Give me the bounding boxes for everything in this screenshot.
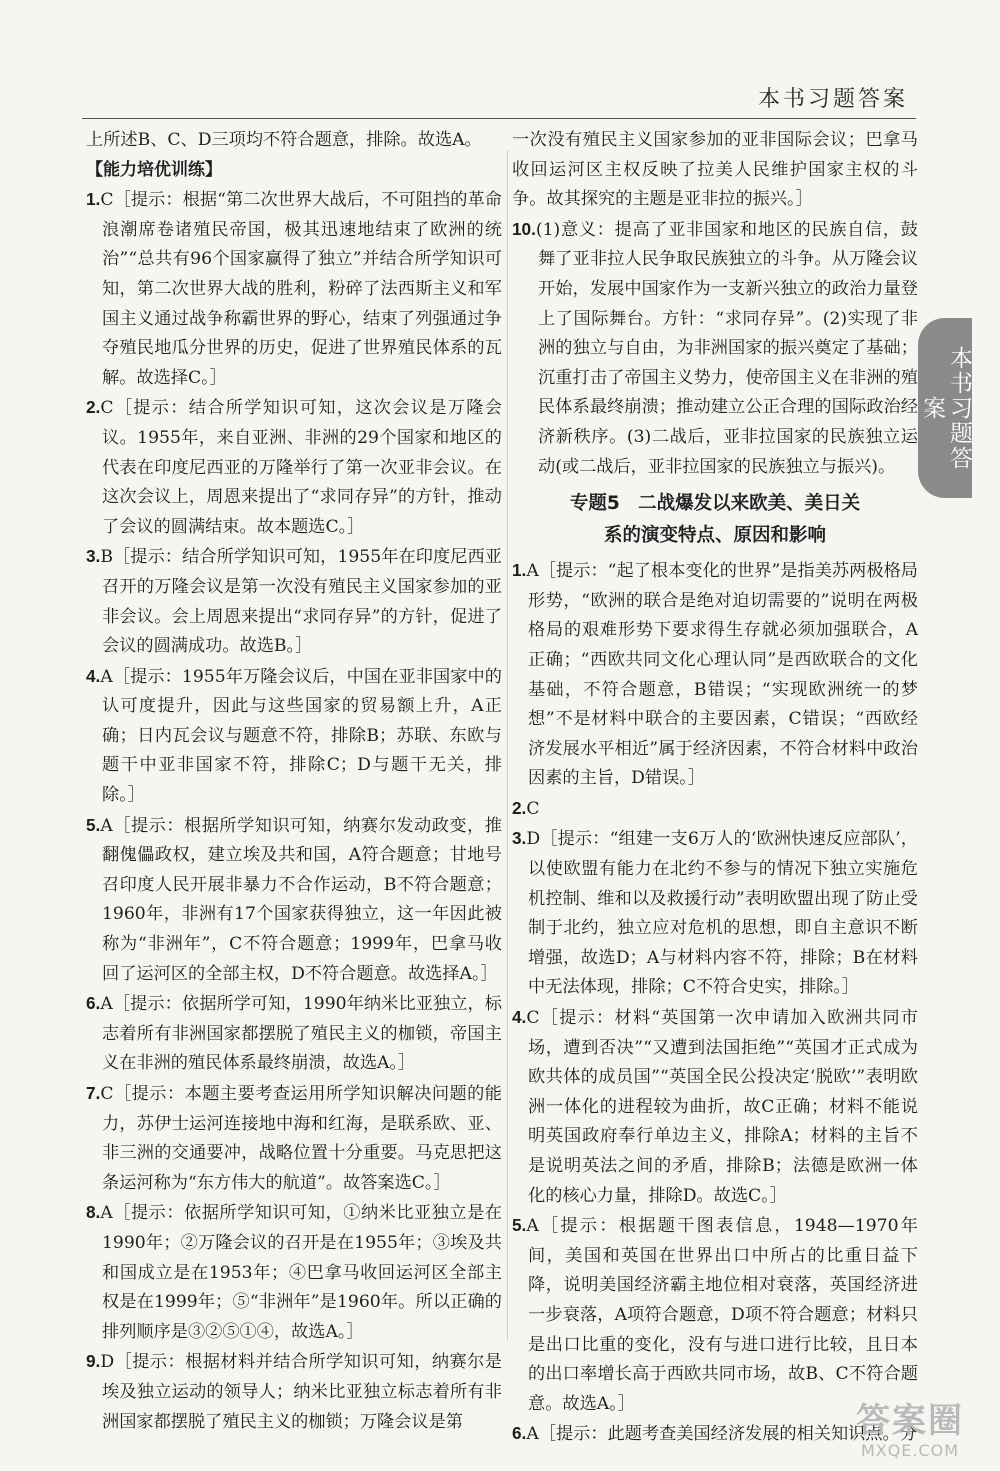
header-title: 本书习题答案 [757, 87, 908, 112]
answer-text: A［提示：依据所学知识可知，①纳米比亚独立是在1990年；②万隆会议的召开是在1955年；③埃及共和国成立是在1953年；④巴拿马收回运河区全部主权是在1999年；⑤“非洲年”是1960年。所以正确的排列顺序是③②⑤①④，故选A。］ [100, 1203, 502, 1342]
answer-text: D［提示：根据材料并结合所学知识可知，纳赛尔是埃及独立运动的领导人；纳米比亚独立标志着所有非洲国家都摆脱了殖民主义的枷锁；万隆会议是第 [100, 1352, 502, 1432]
answer-item-3 [86, 542, 502, 661]
watermark-url: MXQE.COM [860, 1441, 960, 1460]
answer-number: 7. [86, 1083, 101, 1103]
answer-number: 1. [512, 560, 527, 581]
answer-item-4 [86, 662, 502, 811]
answer-item-1 [86, 185, 502, 393]
topic-answer-5 [512, 1211, 918, 1419]
answer-number: 4. [86, 665, 101, 686]
answer-item-5 [86, 811, 502, 990]
topic-answer-3 [512, 824, 918, 1003]
header-rule [82, 118, 916, 119]
answer-item-6 [86, 989, 502, 1079]
answer-number: 9. [86, 1351, 101, 1372]
answer-text: A［提示：根据题干图表信息，1948—1970年间，美国和英国在世界出口中所占的比重日益下降，说明美国经济霸主地位相对衰落，英国经济进一步衰落，A项符合题意，D项不符合题意；材料只是出口比重的变化，没有与进口进行比较，且日本的出口率增长高于西欧共同市场，故B、C不符合题意。故选A。］ [526, 1216, 918, 1414]
continuation-text: 一次没有殖民主义国家参加的亚非国际会议；巴拿马收回运河区主权反映了拉美人民维护国家主权的斗争。故其探究的主题是亚非拉的振兴。］ [512, 130, 918, 210]
answer-text: A［提示：“起了根本变化的世界”是指美苏两极格局形势，“欧洲的联合是绝对迫切需要的”说明在两极格局的艰难形势下要求得生存就必须加强联合，A正确；“西欧共同文化心理认同”是西欧联合的文化基础，不符合题意，B错误；“实现欧洲统一的梦想”不是材料中联合的主要因素，C错误；“西欧经济发展水平相近”属于经济因素，不符合材料中政治因素的主旨，D错误。］ [526, 561, 918, 789]
answer-number: 6. [512, 1423, 527, 1444]
topic-heading [512, 488, 918, 552]
answer-number: 5. [86, 814, 101, 835]
answer-item-10 [512, 215, 918, 482]
topic-answer-2 [512, 794, 918, 825]
watermark-logo [830, 1401, 990, 1463]
answer-text: A［提示：依据所学可知，1990年纳米比亚独立，标志着所有非洲国家都摆脱了殖民主义的枷锁，帝国主义在非洲的殖民体系最终崩溃，故选A。］ [100, 994, 502, 1074]
answer-text: C［提示：结合所学知识可知，这次会议是万隆会议。1955年，来自亚洲、非洲的29个国家和地区的代表在印度尼西亚的万隆举行了第一次亚非会议。在这次会议上，周恩来提出了“求同存异”的方针，推动了会议的圆满结束。故本题选C。］ [100, 398, 502, 537]
answer-number: 1. [86, 189, 101, 210]
answer-text: C［提示：本题主要考查运用所学知识解决问题的能力，苏伊士运河连接地中海和红海，是联系欧、亚、非三洲的交通要冲，战略位置十分重要。马克思把这条运河称为“东方伟大的航道”。故答案选C。］ [100, 1084, 502, 1193]
answer-number: 10. [512, 218, 536, 239]
answer-item-8 [86, 1198, 502, 1347]
answer-number: 5. [512, 1215, 527, 1236]
answer-item-2 [86, 393, 502, 542]
section-heading: 【能力培优训练】 [86, 159, 222, 180]
answer-number: 4. [512, 1007, 527, 1028]
answer-number: 2. [512, 797, 527, 818]
answer-text: C [526, 798, 540, 819]
topic-heading-line-1: 专题5 二战爆发以来欧美、美日关 [569, 493, 861, 515]
right-column [512, 126, 918, 1450]
topic-heading-line-2: 系的演变特点、原因和影响 [603, 525, 826, 547]
left-column [86, 126, 502, 1437]
answer-text: (1)意义：提高了亚非国家和地区的民族自信，鼓舞了亚非拉人民争取民族独立的斗争。从万隆会议开始，发展中国家作为一支新兴独立的政治力量登上了国际舞台。方针：“求同存异”。(2)实现了非洲的独立与自由，为非洲国家的振兴奠定了基础；沉重打击了帝国主义势力，使帝国主义在非洲的殖民体系最终崩溃；推动建立公正合理的国际政治经济新秩序。(3)二战后，亚非拉国家的民族独立运动(或二战后，亚非拉国家的民族独立与振兴)。 [535, 219, 918, 477]
column-divider [507, 150, 508, 1340]
answer-text: A［提示：1955年万隆会议后，中国在亚非国家中的认可度提升，因此与这些国家的贸易额上升，A正确；日内瓦会议与题意不符，排除B；苏联、东欧与题干中亚非国家不符，排除C；D与题干无关，排除。］ [100, 666, 502, 806]
answer-text: A［提示：此题考查美国经济发展的相关知识点。分 [526, 1424, 917, 1445]
answer-number: 3. [86, 546, 101, 567]
answer-number: 2. [86, 397, 101, 418]
answer-text: A［提示：根据所学知识可知，纳赛尔发动政变，推翻傀儡政权，建立埃及共和国，A符合题意；甘地号召印度人民开展非暴力不合作运动，B不符合题意；1960年，非洲有17个国家获得独立，这一年因此被称为“非洲年”，C不符合题意；1999年，巴拿马收回了运河区的全部主权，D不符合题意。故选择A。］ [100, 815, 502, 984]
answer-number: 3. [512, 828, 527, 849]
answer-text: C［提示：材料“英国第一次申请加入欧洲共同市场，遭到否决”“又遭到法国拒绝”“英国才正式成为欧共体的成员国”“英国全民公投决定‘脱欧’”表明欧洲一体化的进程较为曲折，故C正确；材料不能说明英国政府奉行单边主义，排除A；材料的主旨不是说明英法之间的矛盾，排除B；法德是欧洲一体化的核心力量，排除D。故选C。］ [526, 1008, 918, 1206]
answer-item-9 [86, 1347, 502, 1437]
answer-number: 8. [86, 1202, 101, 1223]
page-header [0, 0, 1000, 120]
topic-answer-4 [512, 1003, 918, 1211]
topic-answer-1 [512, 556, 918, 794]
answer-number: 6. [86, 993, 101, 1014]
answer-text: C［提示：根据“第二次世界大战后，不可阻挡的革命浪潮席卷诸殖民帝国，极其迅速地结束了欧洲的统治”“总共有96个国家赢得了独立”并结合所学知识可知，第二次世界大战的胜利，粉碎了法西斯主义和军国主义通过战争称霸世界的野心，结束了列强通过争夺殖民地瓜分世界的历史，促进了世界殖民体系的瓦解。故选择C。］ [100, 190, 502, 388]
answer-item-7 [86, 1079, 502, 1198]
answer-text: D［提示：“组建一支6万人的‘欧洲快速反应部队’，以使欧盟有能力在北约不参与的情况下独立实施危机控制、维和以及救援行动”表明欧盟出现了防止受制于北约，独立应对危机的思想，即自主意识不断增强，故选D；A与材料内容不符，排除；B在材料中无法体现，排除；C不符合史实，排除。］ [526, 829, 918, 998]
answer-text: B［提示：结合所学知识可知，1955年在印度尼西亚召开的万隆会议是第一次没有殖民主义国家参加的亚非会议。会上周恩来提出“求同存异”的方针，促进了会议的圆满成功。故选B。］ [100, 547, 502, 657]
watermark-text: 答案圈 [856, 1401, 964, 1441]
intro-text: 上所述B、C、D三项均不符合题意，排除。故选A。 [86, 130, 482, 150]
side-tab: 本书习题答案 [918, 318, 972, 498]
